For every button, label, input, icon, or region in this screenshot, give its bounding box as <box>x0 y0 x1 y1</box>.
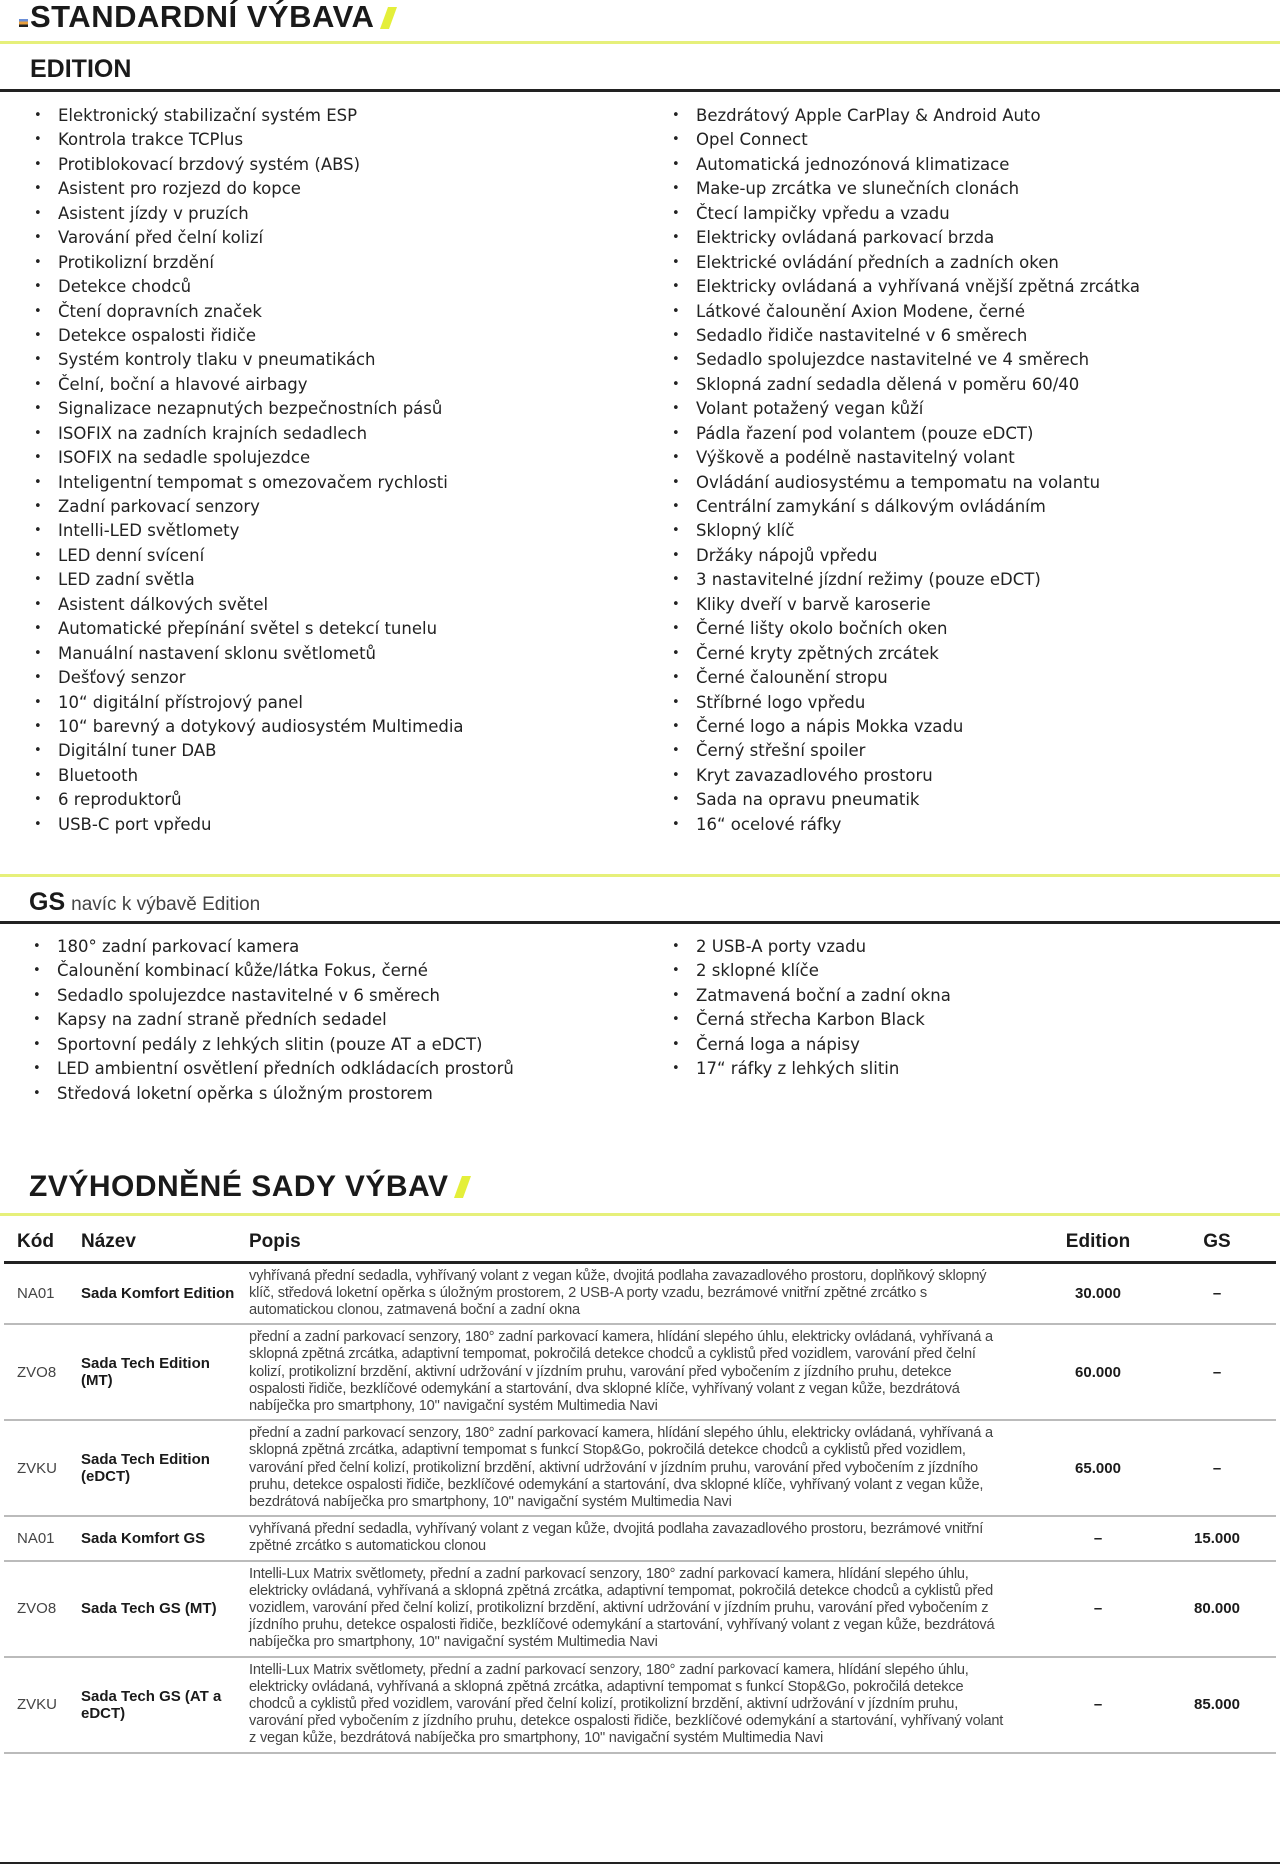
table-row <box>4 1657 1276 1753</box>
list-item: • Sedadlo spolujezdce nastavitelné ve 4 směrech <box>672 348 1140 372</box>
list-item: • Sklopný klíč <box>672 519 1140 543</box>
table-row <box>4 1561 1276 1657</box>
list-item: • Elektricky ovládaná a vyhřívaná vnější zpětná zrcátka <box>672 275 1140 299</box>
cell-desc: vyhřívaná přední sedadla, vyhřívaný volant z vegan kůže, dvojitá podlaha zavazadlového prostoru, doplňkový sklopný klíč, středová loketní opěrka s úložným prostorem, 2 USB-A porty vzadu, bezrámové vnitřní zpětné zrcátko s automatickou clonou, zatmavená boční a zadní okna <box>249 1262 1038 1324</box>
list-item: • Černá loga a nápisy <box>672 1033 951 1057</box>
table-row <box>4 1324 1276 1420</box>
cell-gs: 15.000 <box>1158 1516 1276 1560</box>
list-item: • ISOFIX na zadních krajních sedadlech <box>34 422 464 446</box>
col-name: Název <box>81 1218 249 1262</box>
cell-edition: – <box>1038 1516 1158 1560</box>
list-item: • Elektrické ovládání předních a zadních oken <box>672 251 1140 275</box>
list-item: • Asistent dálkových světel <box>34 593 464 617</box>
list-item: • Automatická jednozónová klimatizace <box>672 153 1140 177</box>
list-item: • Sedadlo spolujezdce nastavitelné v 6 směrech <box>33 984 514 1008</box>
cell-desc: Intelli-Lux Matrix světlomety, přední a zadní parkovací senzory, 180° zadní parkovací kamera, hlídání slepého úhlu, elektricky ovládaná, vyhřívaná a sklopná zpětná zrcátka, adaptivní tempomat s funkcí Stop&Go, pokročilá detekce chodců a cyklistů před vozidlem, varování před čelní kolizí, protikolizní brzdění, aktivní udržování v jízdním pruhu, varování před vybočením z jízdního pruhu, detekce ospalosti řidiče, bezklíčové odemykání a startování, vyhřívaný volant z vegan kůže, bezdrátová nabíječka pro smartphony, 10" navigační systém Multimedia Navi <box>249 1657 1038 1753</box>
cell-name: Sada Komfort GS <box>81 1516 249 1560</box>
cell-gs: 85.000 <box>1158 1657 1276 1753</box>
packages-title <box>29 1170 467 1204</box>
list-item: • Látkové čalounění Axion Modene, černé <box>672 300 1140 324</box>
cell-name: Sada Tech GS (MT) <box>81 1561 249 1657</box>
list-item: • Černá střecha Karbon Black <box>672 1008 951 1032</box>
list-item: • Černé lišty okolo bočních oken <box>672 617 1140 641</box>
cell-edition: 60.000 <box>1038 1324 1158 1420</box>
table-row <box>4 1516 1276 1560</box>
col-gs: GS <box>1158 1218 1276 1262</box>
list-item: • Čtení dopravních značek <box>34 300 464 324</box>
table-row <box>4 1262 1276 1324</box>
list-item: • ISOFIX na sedadle spolujezdce <box>34 446 464 470</box>
edition-list-right <box>672 104 1140 837</box>
cell-gs: – <box>1158 1324 1276 1420</box>
list-item: • 3 nastavitelné jízdní režimy (pouze eDCT) <box>672 568 1140 592</box>
list-item: • Sada na opravu pneumatik <box>672 788 1140 812</box>
col-desc: Popis <box>249 1218 1038 1262</box>
divider <box>0 1862 1280 1864</box>
list-item: • 10“ barevný a dotykový audiosystém Multimedia <box>34 715 464 739</box>
list-item: • Make-up zrcátka ve slunečních clonách <box>672 177 1140 201</box>
list-item: • Sklopná zadní sedadla dělená v poměru 60/40 <box>672 373 1140 397</box>
list-item: • LED ambientní osvětlení předních odkládacích prostorů <box>33 1057 514 1081</box>
list-item: • 16“ ocelové ráfky <box>672 813 1140 837</box>
list-item: • LED denní svícení <box>34 544 464 568</box>
list-item: • Protikolizní brzdění <box>34 251 464 275</box>
cell-code: ZVO8 <box>4 1561 81 1657</box>
list-item: • Černý střešní spoiler <box>672 739 1140 763</box>
title-text: STANDARDNÍ VÝBAVA <box>30 0 375 34</box>
list-item: • 2 USB-A porty vzadu <box>672 935 951 959</box>
cell-edition: – <box>1038 1561 1158 1657</box>
list-item: • 6 reproduktorů <box>34 788 464 812</box>
list-item: • Černé logo a nápis Mokka vzadu <box>672 715 1140 739</box>
list-item: • Čalounění kombinací kůže/látka Fokus, černé <box>33 959 514 983</box>
list-item: • Držáky nápojů vpředu <box>672 544 1140 568</box>
cell-name: Sada Tech GS (AT a eDCT) <box>81 1657 249 1753</box>
gs-list-left <box>33 935 514 1106</box>
list-item: • 17“ ráfky z lehkých slitin <box>672 1057 951 1081</box>
list-item: • Kapsy na zadní straně předních sedadel <box>33 1008 514 1032</box>
cell-code: ZVO8 <box>4 1324 81 1420</box>
list-item: • Systém kontroly tlaku v pneumatikách <box>34 348 464 372</box>
list-item: • Varování před čelní kolizí <box>34 226 464 250</box>
list-item: • Inteligentní tempomat s omezovačem rychlosti <box>34 471 464 495</box>
accent-slash <box>380 7 397 29</box>
list-item: • Dešťový senzor <box>34 666 464 690</box>
cell-name: Sada Tech Edition (MT) <box>81 1324 249 1420</box>
list-item: • USB-C port vpředu <box>34 813 464 837</box>
list-item: • Kliky dveří v barvě karoserie <box>672 593 1140 617</box>
list-item: • Výškově a podélně nastavitelný volant <box>672 446 1140 470</box>
cell-desc: přední a zadní parkovací senzory, 180° zadní parkovací kamera, hlídání slepého úhlu, elektricky ovládaná, vyhřívaná a sklopná zpětná zrcátka, adaptivní tempomat, pokročilá detekce chodců a cyklistů před vozidlem, varování před čelní kolizí, protikolizní brzdění, aktivní udržování v jízdním pruhu, varování před vybočením z jízdního pruhu, detekce ospalosti řidiče, bezklíčové odemykání a startování, dva sklopné klíče, vyhřívaný volant z vegan kůže, bezdrátová nabíječka pro smartphony, 10" navigační systém Multimedia Navi <box>249 1324 1038 1420</box>
cell-gs: 80.000 <box>1158 1561 1276 1657</box>
cell-edition: 30.000 <box>1038 1262 1158 1324</box>
gs-heading <box>29 888 260 917</box>
list-item: • Opel Connect <box>672 128 1140 152</box>
packages-table <box>4 1218 1276 1754</box>
list-item: • Černé čalounění stropu <box>672 666 1140 690</box>
list-item: • Asistent pro rozjezd do kopce <box>34 177 464 201</box>
list-item: • 2 sklopné klíče <box>672 959 951 983</box>
packages-title-text: ZVÝHODNĚNÉ SADY VÝBAV <box>29 1170 449 1203</box>
divider <box>0 921 1280 924</box>
list-item: • Elektricky ovládaná parkovací brzda <box>672 226 1140 250</box>
cell-edition: 65.000 <box>1038 1420 1158 1516</box>
edition-list-left <box>34 104 464 837</box>
cell-code: ZVKU <box>4 1657 81 1753</box>
list-item: • Elektronický stabilizační systém ESP <box>34 104 464 128</box>
list-item: • LED zadní světla <box>34 568 464 592</box>
list-item: • Čelní, boční a hlavové airbagy <box>34 373 464 397</box>
accent-divider <box>0 1213 1280 1216</box>
cell-gs: – <box>1158 1262 1276 1324</box>
gs-title: GS <box>29 888 66 916</box>
list-item: • Intelli-LED světlomety <box>34 519 464 543</box>
cell-edition: – <box>1038 1657 1158 1753</box>
accent-divider <box>0 874 1280 877</box>
list-item: • Kontrola trakce TCPlus <box>34 128 464 152</box>
table-row <box>4 1420 1276 1516</box>
cell-name: Sada Komfort Edition <box>81 1262 249 1324</box>
flag-icon <box>19 19 28 27</box>
table-header <box>4 1218 1276 1262</box>
accent-slash <box>454 1176 471 1198</box>
list-item: • Protiblokovací brzdový systém (ABS) <box>34 153 464 177</box>
gs-subtitle: navíc k výbavě Edition <box>71 894 261 915</box>
cell-code: NA01 <box>4 1516 81 1560</box>
page-title <box>30 0 393 35</box>
list-item: • Automatické přepínání světel s detekcí tunelu <box>34 617 464 641</box>
cell-code: ZVKU <box>4 1420 81 1516</box>
cell-name: Sada Tech Edition (eDCT) <box>81 1420 249 1516</box>
edition-heading: EDITION <box>30 55 132 83</box>
list-item: • 10“ digitální přístrojový panel <box>34 691 464 715</box>
list-item: • Bluetooth <box>34 764 464 788</box>
list-item: • Ovládání audiosystému a tempomatu na volantu <box>672 471 1140 495</box>
list-item: • Volant potažený vegan kůží <box>672 397 1140 421</box>
cell-desc: Intelli-Lux Matrix světlomety, přední a zadní parkovací senzory, 180° zadní parkovací kamera, hlídání slepého úhlu, elektricky ovládaná, vyhřívaná a sklopná zpětná zrcátka, adaptivní tempomat, pokročilá detekce chodců a cyklistů před vozidlem, varování před čelní kolizí, protikolizní brzdění, aktivní udržování v jízdním pruhu, varování před vybočením z jízdního pruhu, detekce ospalosti řidiče, bezklíčové odemykání a startování, vyhřívaný volant z vegan kůže, bezdrátová nabíječka pro smartphony, 10" navigační systém Multimedia Navi <box>249 1561 1038 1657</box>
list-item: • Signalizace nezapnutých bezpečnostních pásů <box>34 397 464 421</box>
list-item: • Středová loketní opěrka s úložným prostorem <box>33 1082 514 1106</box>
cell-desc: přední a zadní parkovací senzory, 180° zadní parkovací kamera, hlídání slepého úhlu, elektricky ovládaná, vyhřívaná a sklopná zpětná zrcátka, adaptivní tempomat s funkcí Stop&Go, pokročilá detekce chodců a cyklistů před vozidlem, varování před čelní kolizí, protikolizní brzdění, aktivní udržování v jízdním pruhu, varování před vybočením z jízdního pruhu, detekce ospalosti řidiče, bezklíčové odemykání a startování, dva sklopné klíče, vyhřívaný volant z vegan kůže, bezdrátová nabíječka pro smartphony, 10" navigační systém Multimedia Navi <box>249 1420 1038 1516</box>
col-edition: Edition <box>1038 1218 1158 1262</box>
col-code: Kód <box>4 1218 81 1262</box>
list-item: • Centrální zamykání s dálkovým ovládáním <box>672 495 1140 519</box>
list-item: • Detekce ospalosti řidiče <box>34 324 464 348</box>
list-item: • Asistent jízdy v pruzích <box>34 202 464 226</box>
cell-code: NA01 <box>4 1262 81 1324</box>
list-item: • Manuální nastavení sklonu světlometů <box>34 642 464 666</box>
list-item: • Zadní parkovací senzory <box>34 495 464 519</box>
list-item: • Pádla řazení pod volantem (pouze eDCT) <box>672 422 1140 446</box>
accent-divider <box>0 41 1280 44</box>
list-item: • Detekce chodců <box>34 275 464 299</box>
list-item: • Zatmavená boční a zadní okna <box>672 984 951 1008</box>
list-item: • Sedadlo řidiče nastavitelné v 6 směrech <box>672 324 1140 348</box>
list-item: • Digitální tuner DAB <box>34 739 464 763</box>
list-item: • Černé kryty zpětných zrcátek <box>672 642 1140 666</box>
list-item: • Bezdrátový Apple CarPlay & Android Auto <box>672 104 1140 128</box>
list-item: • Stříbrné logo vpředu <box>672 691 1140 715</box>
list-item: • 180° zadní parkovací kamera <box>33 935 514 959</box>
cell-gs: – <box>1158 1420 1276 1516</box>
divider <box>0 89 1280 92</box>
list-item: • Kryt zavazadlového prostoru <box>672 764 1140 788</box>
gs-list-right <box>672 935 951 1082</box>
cell-desc: vyhřívaná přední sedadla, vyhřívaný volant z vegan kůže, dvojitá podlaha zavazadlového prostoru, bezrámové vnitřní zpětné zrcátko s automatickou clonou <box>249 1516 1038 1560</box>
list-item: • Sportovní pedály z lehkých slitin (pouze AT a eDCT) <box>33 1033 514 1057</box>
list-item: • Čtecí lampičky vpředu a vzadu <box>672 202 1140 226</box>
